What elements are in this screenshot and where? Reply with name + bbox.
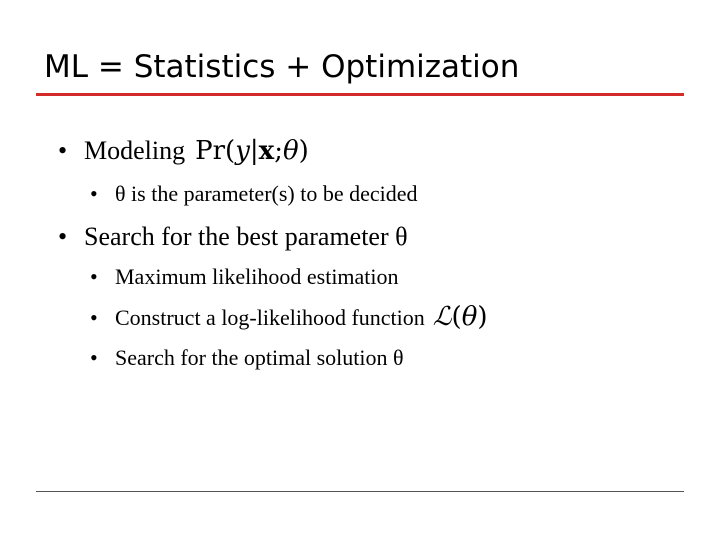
formula-bar: | bbox=[249, 136, 259, 166]
bullet-dot: • bbox=[90, 181, 98, 206]
bullet-modeling bbox=[58, 136, 309, 166]
bullet-text: Modeling bbox=[84, 136, 186, 165]
probability-formula bbox=[195, 136, 309, 166]
formula-close-paren: ) bbox=[477, 302, 488, 332]
formula-y: y bbox=[235, 136, 250, 166]
formula-open-paren: ( bbox=[225, 136, 236, 166]
formula-pr: Pr bbox=[195, 136, 226, 166]
formula-x: x bbox=[258, 136, 275, 166]
bullet-dot: • bbox=[90, 305, 98, 330]
bullet-search-best-parameter bbox=[58, 222, 408, 252]
title-underline bbox=[36, 93, 684, 96]
bullet-text: Construct a log-likelihood function bbox=[115, 305, 425, 330]
bullet-text: Search for the best parameter θ bbox=[84, 222, 408, 251]
slide-title: ML = Statistics + Optimization bbox=[44, 49, 520, 85]
sub-bullet-mle bbox=[90, 264, 399, 290]
bullet-dot: • bbox=[58, 136, 68, 165]
formula-theta: θ bbox=[282, 136, 299, 166]
bullet-dot: • bbox=[90, 264, 98, 289]
sub-bullet-parameter bbox=[90, 181, 418, 207]
sub-bullet-log-likelihood bbox=[90, 302, 488, 332]
sub-bullet-optimal-solution bbox=[90, 345, 404, 371]
bullet-text: Search for the optimal solution θ bbox=[115, 345, 404, 370]
bullet-text: Maximum likelihood estimation bbox=[115, 264, 399, 289]
formula-close-paren: ) bbox=[298, 136, 309, 166]
bullet-text: θ is the parameter(s) to be decided bbox=[115, 181, 418, 206]
formula-script-l: ℒ bbox=[432, 302, 452, 332]
formula-open-paren: ( bbox=[451, 302, 462, 332]
footer-divider bbox=[36, 491, 684, 492]
bullet-dot: • bbox=[58, 222, 68, 251]
formula-theta: θ bbox=[461, 302, 478, 332]
formula-semicolon: ; bbox=[274, 136, 283, 166]
log-likelihood-formula bbox=[433, 302, 488, 332]
bullet-dot: • bbox=[90, 345, 98, 370]
